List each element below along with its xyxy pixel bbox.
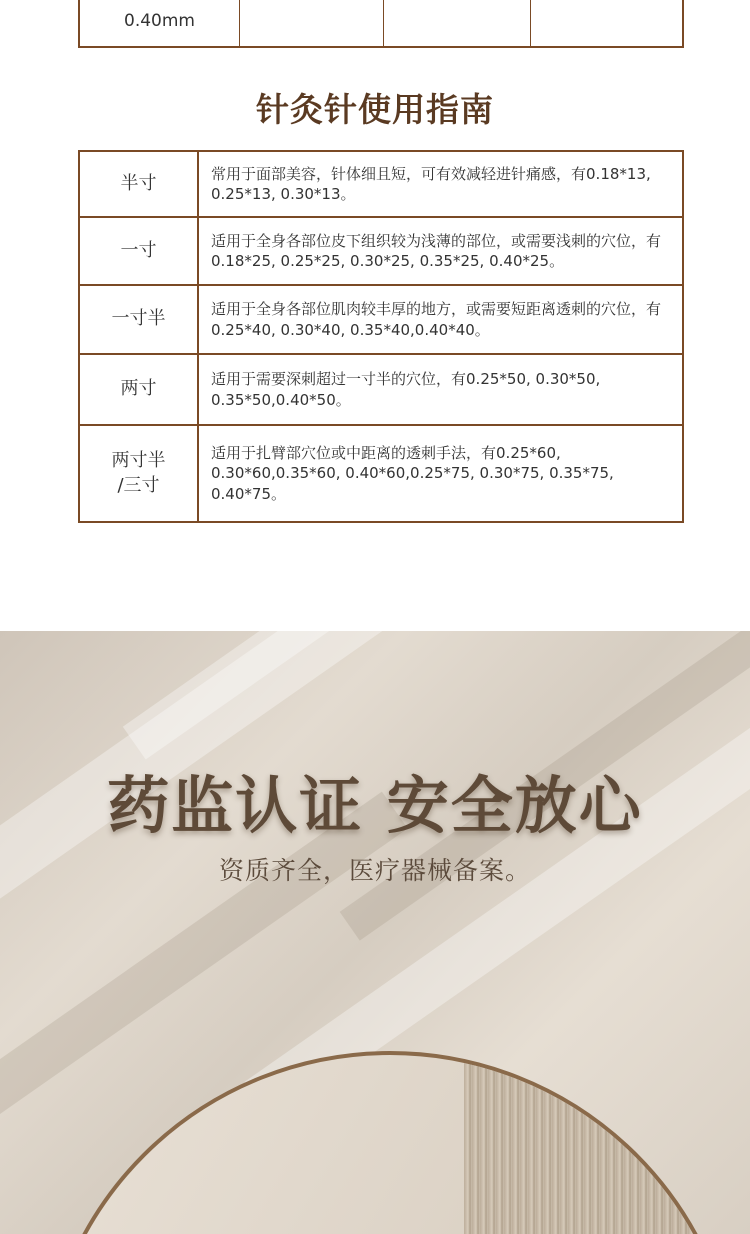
guide-title: 针灸针使用指南 xyxy=(256,90,494,129)
table-row xyxy=(79,217,683,285)
guide-table xyxy=(78,150,684,523)
banner-subtitle: 资质齐全，医疗器械备案。 xyxy=(218,856,531,885)
banner-title: 药监认证 安全放心 xyxy=(107,769,643,842)
desc-cell: 适用于全身各部位皮下组织较为浅薄的部位，或需要浅刺的穴位，有0.18*25, 0.25*25, 0.30*25, 0.35*25, 0.40*25。 xyxy=(198,217,683,285)
table-row xyxy=(79,151,683,217)
desc-cell: 适用于扎臂部穴位或中距离的透刺手法，有0.25*60, 0.30*60,0.35*60, 0.40*60,0.25*75, 0.30*75, 0.35*75, 0.40*75。 xyxy=(198,425,683,522)
desc-cell: 适用于全身各部位肌肉较丰厚的地方，或需要短距离透刺的穴位，有0.25*40, 0.30*40, 0.35*40,0.40*40。 xyxy=(198,285,683,354)
arch-mirror xyxy=(40,1051,740,1234)
table-cell xyxy=(384,0,531,46)
certification-banner xyxy=(0,631,750,1234)
size-cell: 半寸 xyxy=(79,151,198,217)
table-row xyxy=(79,425,683,522)
fluted-glass-panel xyxy=(464,1055,740,1234)
size-cell: 两寸半 /三寸 xyxy=(79,425,198,522)
size-cell: 一寸半 xyxy=(79,285,198,354)
table-cell: 0.40mm xyxy=(80,0,240,46)
size-table-fragment xyxy=(78,0,684,48)
size-cell: 两寸 xyxy=(79,354,198,425)
table-cell xyxy=(240,0,384,46)
table-row xyxy=(79,285,683,354)
table-row xyxy=(79,354,683,425)
desc-cell: 适用于需要深刺超过一寸半的穴位，有0.25*50, 0.30*50, 0.35*50,0.40*50。 xyxy=(198,354,683,425)
desc-cell: 常用于面部美容，针体细且短，可有效减轻进针痛感，有0.18*13, 0.25*13, 0.30*13。 xyxy=(198,151,683,217)
table-cell xyxy=(531,0,682,46)
size-cell: 一寸 xyxy=(79,217,198,285)
